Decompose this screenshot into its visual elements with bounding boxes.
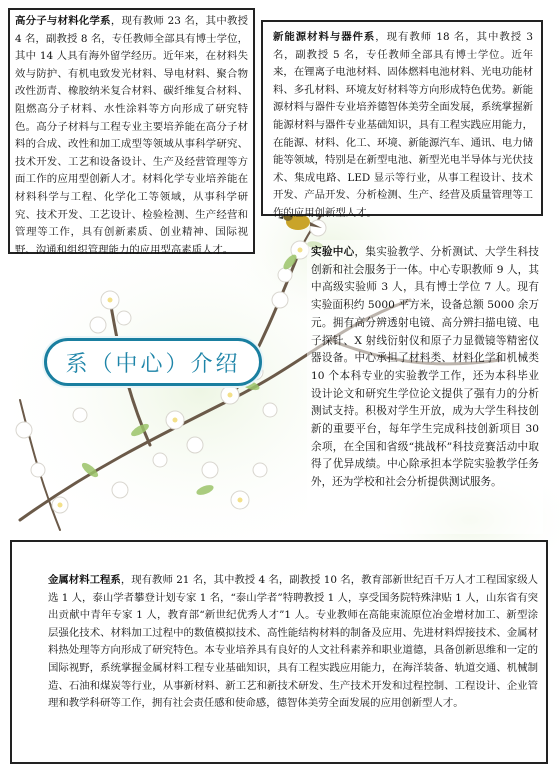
new-energy-heading: 新能源材料与器件系 bbox=[273, 31, 376, 43]
page-title bbox=[44, 338, 262, 386]
metal-materials-section bbox=[10, 540, 548, 764]
metal-materials-heading: 金属材料工程系 bbox=[48, 574, 121, 586]
page-title-text: 系（中心）介绍 bbox=[65, 351, 241, 377]
lab-center-heading: 实验中心 bbox=[311, 246, 355, 258]
new-energy-text: ，现有教师 18 名，其中教授 3 名，副教授 5 名，专任教师全部具有博士学位。近年来，在锂离子电池材料、固体燃料电池材料、光电功能材料、多孔材料、环境友好材料等方向形成特色优势。新能源材料与器件专业培养德智体美劳全面发展，系统掌握新能源材料与器件专业基础知识，具有工程实践应用能力，在能源、材料、化工、环境、新能源汽车、通讯、电力储能等领域，特别是在新型电池、新型光电半导体与光伏技术、集成电路、LED 显示等行业，从事工程设计、技术开发、产品开发、分析检测、生产、经营及质量管理等工作的应用创新型人才。 bbox=[273, 31, 533, 219]
materials-chemistry-heading: 高分子与材料化学系 bbox=[15, 15, 111, 27]
lab-center-text: ，集实验教学、分析测试、大学生科技创新和社会服务于一体。中心专职教师 9 人，其中高级实验师 3 人，具有博士学位 7 人。现有实验面积约 5000 平方米，设备总额 5000 余万元。拥有高分辨透射电镜、高分辨扫描电镜、电子探针、X 射线衍射仪和原子力显微镜等精密仪器设备。中心承担了材料类、材料化学和机械类 10 个本科专业的实验教学工作，还为本科毕业设计论文和研究生学位论文提供了强有力的分析测试支持。积极对学生开放，成为大学生科技创新的重要平台，每年学生完成科技创新项目 30 余项，在全国和省级“挑战杯”科技竞赛活动中取得了优异成绩。中心除承担本学院实验教学任务外，还为学校和社会分析提供测试服务。 bbox=[311, 246, 540, 489]
metal-materials-text: ，现有教师 21 名，其中教授 4 名，副教授 10 名，教育部新世纪百千万人才工程国家级人选 1 人，泰山学者攀登计划专家 1 名，“泰山学者”特聘教授 1 人，享受国务院特殊津贴 1 人，山东省有突出贡献中青年专家 1 人，教育部“新世纪优秀人才”1 人。专业教师在高能束流原位冶金增材加工、新型涂层强化技术、材料加工过程中的数值模拟技术、高性能结构材料的制备及应用、先进材料焊接技术、金属材料热处理等方向形成了研究特色。本专业培养具有良好的人文社科素养和职业道德，具备创新思维和一定的国际视野，系统掌握金属材料工程专业基础知识，具有工程实践应用能力，在海洋装备、轨道交通、机械制造、石油和煤炭等行业，从事新材料、新工艺和新技术研发、生产技术开发和过程控制、工程设计、企业管理和教学科研等工作，拥有社会责任感和使命感，德智体美劳全面发展的应用创新型人才。 bbox=[48, 574, 538, 710]
new-energy-section bbox=[261, 20, 543, 219]
materials-chemistry-section bbox=[8, 8, 255, 254]
materials-chemistry-text: ，现有教师 23 名，其中教授 4 名，副教授 8 名，专任教师全部具有博士学位，其中 14 人具有海外留学经历。近年来，在材料失效与防护、有机电致发光材料、导电材料、聚合物改性沥青、橡胶纳米复合材料、碳纤维复合材料、阻燃高分子材料、水性涂料等方向形成了研究特色。高分子材料与工程专业主要培养能在高分子材料的合成、改性和加工成型等领域从事科学研究、技术开发、工艺和设备设计、生产及经营管理等方面工作的应用型创新人才。材料化学专业培养能在材料科学与工程、化学化工等领域，从事科学研究、技术开发、工艺设计、检验检测、生产经营和管理等工作，具有创新素质、创业精神、国际视野、沟通和组织管理能力的应用型高素质人才。 bbox=[15, 15, 248, 256]
lab-center-section bbox=[307, 240, 543, 534]
